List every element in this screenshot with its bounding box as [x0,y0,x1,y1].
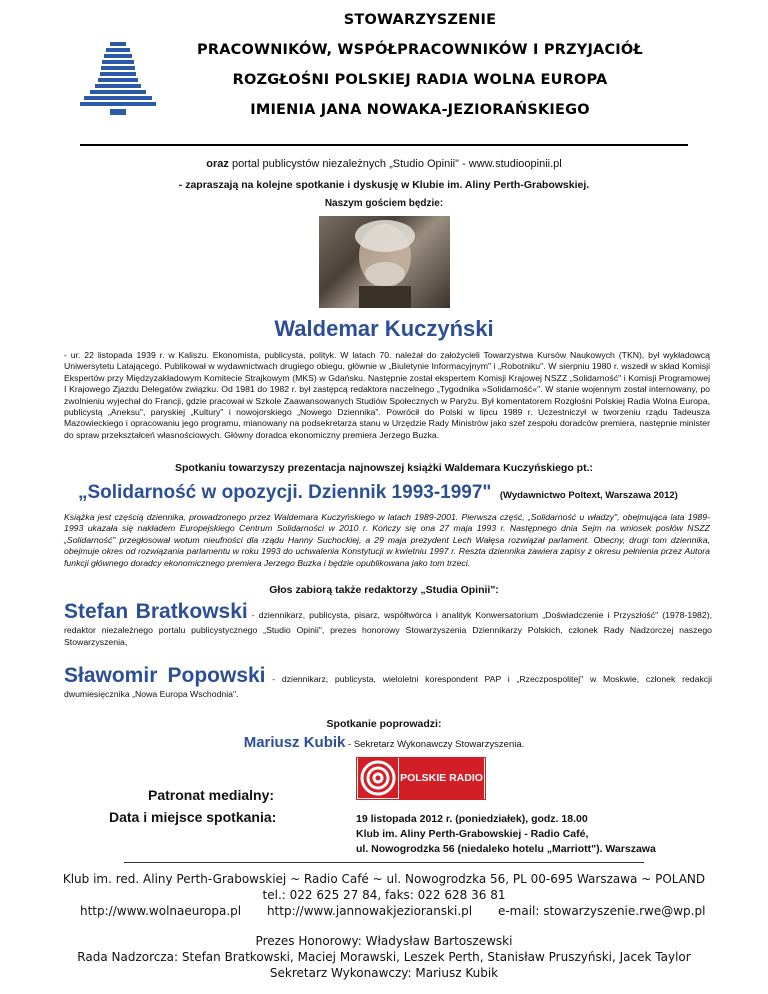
host-desc: - Sekretarz Wykonawczy Stowarzyszenia. [345,739,525,750]
header-line-2: PRACOWNIKÓW, WSPÓŁPRACOWNIKÓW I PRZYJACIÓŁ [197,42,643,58]
header-line-1: STOWARZYSZENIE [343,12,497,28]
footer-link-jannowak[interactable]: http://www.jannowakjezioranski.pl [266,904,473,918]
host-line [0,734,768,752]
book-description: Książka jest częścią dziennika, prowadzonego przez Waldemara Kuczyńskiego w latach 1989-2001. Pierwsza część, „Solidarność u władzy", obejmująca lata 1989-1993 ukazała się nakładem Europejskiego Centrum Solidarności w 2010 r. Kończy się ona 27 maja 1993 r. Następnego dnia Sejm na wniosek posłów NSZZ „Solidarność" przegłosował wotum nieufności dla rządu Hanny Suchockiej, a 29 maja prezydent Lech Wałęsa rozwiązał parlament. Obecny, drugi tom dziennika, obejmuje okres od rozwiązania parlamentu w roku 1993 do uchwalenia Konstytucji w kwietniu 1997 r. Reszta dziennika zawiera zapisy z okresu pełnienia przez Autora funkcji głównego doradcy ekonomicznego premiera Jerzego Buzka i będzie opublikowana jako tom trzeci. [64,512,710,568]
guest-photo [319,216,450,308]
polskie-radio-text: POLSKIE RADIO [399,758,484,799]
guest-label: Naszym gościem będzie: [324,198,444,209]
meeting-place: Klub im. Aliny Perth-Grabowskiej - Radio Café, [356,828,589,840]
header-divider [80,144,688,146]
guest-bio: - ur. 22 listopada 1939 r. w Kaliszu. Ekonomista, publicysta, polityk. W latach 70. należał do założycieli Towarzystwa Kursów Naukowych (TKN), był wykładowcą Uniwersytetu Latającego. Publikował w wydawnictwach drugiego obiegu, głównie w „Biuletynie Informacyjnym" i „Robotniku". W sierpniu 1980 r. wszedł w skład Komisji Ekspertów przy Międzyzakładowym Komitecie Strajkowym (MKS) w Gdańsku. Następnie został ekspertem Komisji Krajowej NSZZ „Solidarność" i Komisji Programowej I Krajowego Zjazdu Delegatów związku. Od 1981 do 1982 r. był zastępcą redaktora naczelnego „Tygodnika »Solidarność«". W stanie wojennym został internowany, po zwolnieniu wyjechał do Francji, gdzie pracował w Szkole Zaawansowanych Studiów Społecznych w Paryżu. Był komentatorem Rozgłośni Polskiej Radia Wolna Europa, publicystą „Aneksu", paryskiej „Kultury" i nowojorskiego „Nowego Dziennika". Powrócił do Polski w lipcu 1989 r. Uczestniczył w tworzeniu rządu Tadeusza Mazowieckiego i opracowaniu jego programu, mianowany na podsekretarza stanu w Urzędzie Rady Ministrów jako szef zespołu doradców premiera, następnie minister do spraw przekształceń własnościowych. Główny doradca ekonomiczny premiera Jerzego Buzka. [64,350,710,440]
editor-1-name: Stefan Bratkowski [64,600,248,623]
editors-lead: Głos zabiorą także redaktorzy „Studia Opinii": [269,584,499,596]
guest-name: Waldemar Kuczyński [274,316,494,341]
intro-oraz: oraz [206,158,229,170]
footer-email[interactable]: e-mail: stowarzyszenie.rwe@wp.pl [497,904,706,918]
footer-president: Prezes Honorowy: Władysław Bartoszewski [255,934,513,948]
footer-board: Rada Nadzorcza: Stefan Bratkowski, Maciej Morawski, Leszek Perth, Stanisław Pruszyński, Jacek Taylor [77,950,691,964]
footer-address: Klub im. red. Aliny Perth-Grabowskiej ~ Radio Café ~ ul. Nowogrodzka 56, PL 00-695 Warszawa ~ POLAND [62,872,706,886]
radio-waves-icon [358,758,398,798]
meeting-label: Data i miejsce spotkania: [109,809,277,825]
footer-link-wolnaeuropa[interactable]: http://www.wolnaeuropa.pl [80,904,242,918]
intro-invite: - zapraszają na kolejne spotkanie i dyskusję w Klubie im. Aliny Perth-Grabowskiej. [178,179,590,191]
editor-1 [64,600,712,648]
footer-links [80,904,705,918]
polskie-radio-logo [356,757,486,800]
patron-label: Patronat medialny: [148,787,275,803]
host-lead: Spotkanie poprowadzi: [326,718,442,730]
intro-portal-line [0,158,768,170]
book-title: „Solidarność w opozycji. Dziennik 1993-1997" [78,482,492,503]
header-line-4: IMIENIA JANA NOWAKA-JEZIORAŃSKIEGO [250,102,590,118]
editor-2 [64,664,712,700]
header-line-3: ROZGŁOŚNI POLSKIEJ RADIA WOLNA EUROPA [232,72,608,88]
footer-phone: tel.: 022 625 27 84, faks: 022 628 36 81 [262,888,506,902]
footer-divider [124,862,644,863]
portrait-icon [319,216,450,308]
book-title-line [78,482,718,504]
book-lead: Spotkaniu towarzyszy prezentacja najnowszej książki Waldemara Kuczyńskiego pt.: [175,462,593,474]
editor-1-desc: - dziennikarz, publicysta, pisarz, współtwórca i analityk Konwersatorium „Doświadczenie i Przyszłość" (1978-1982), redaktor niezależnego portalu publicystycznego „Studio Opinii", prezes honorowy Stowarzyszenia Dziennikarzy Polskich, członek Rady Nadzorczej naszego Stowarzyszenia, [64,610,712,647]
meeting-address: ul. Nowogrodzka 56 (niedaleko hotelu „Marriott"). Warszawa [356,843,656,855]
footer-secretary: Sekretarz Wykonawczy: Mariusz Kubik [269,966,499,980]
book-publisher: (Wydawnictwo Poltext, Warszawa 2012) [499,490,678,501]
host-name: Mariusz Kubik [243,734,346,751]
editor-2-desc: - dziennikarz, publicysta, wieloletni korespondent PAP i „Rzeczpospolitej" w Moskwie, członek redakcji dwumiesięcznika „Nowa Europa Wschodnia". [64,674,713,699]
intro-portal: portal publicystów niezależnych „Studio Opinii" - www.studioopinii.pl [228,158,562,170]
meeting-date: 19 listopada 2012 r. (poniedziałek), godz. 18.00 [356,813,588,825]
editor-2-name: Sławomir Popowski [64,664,266,687]
